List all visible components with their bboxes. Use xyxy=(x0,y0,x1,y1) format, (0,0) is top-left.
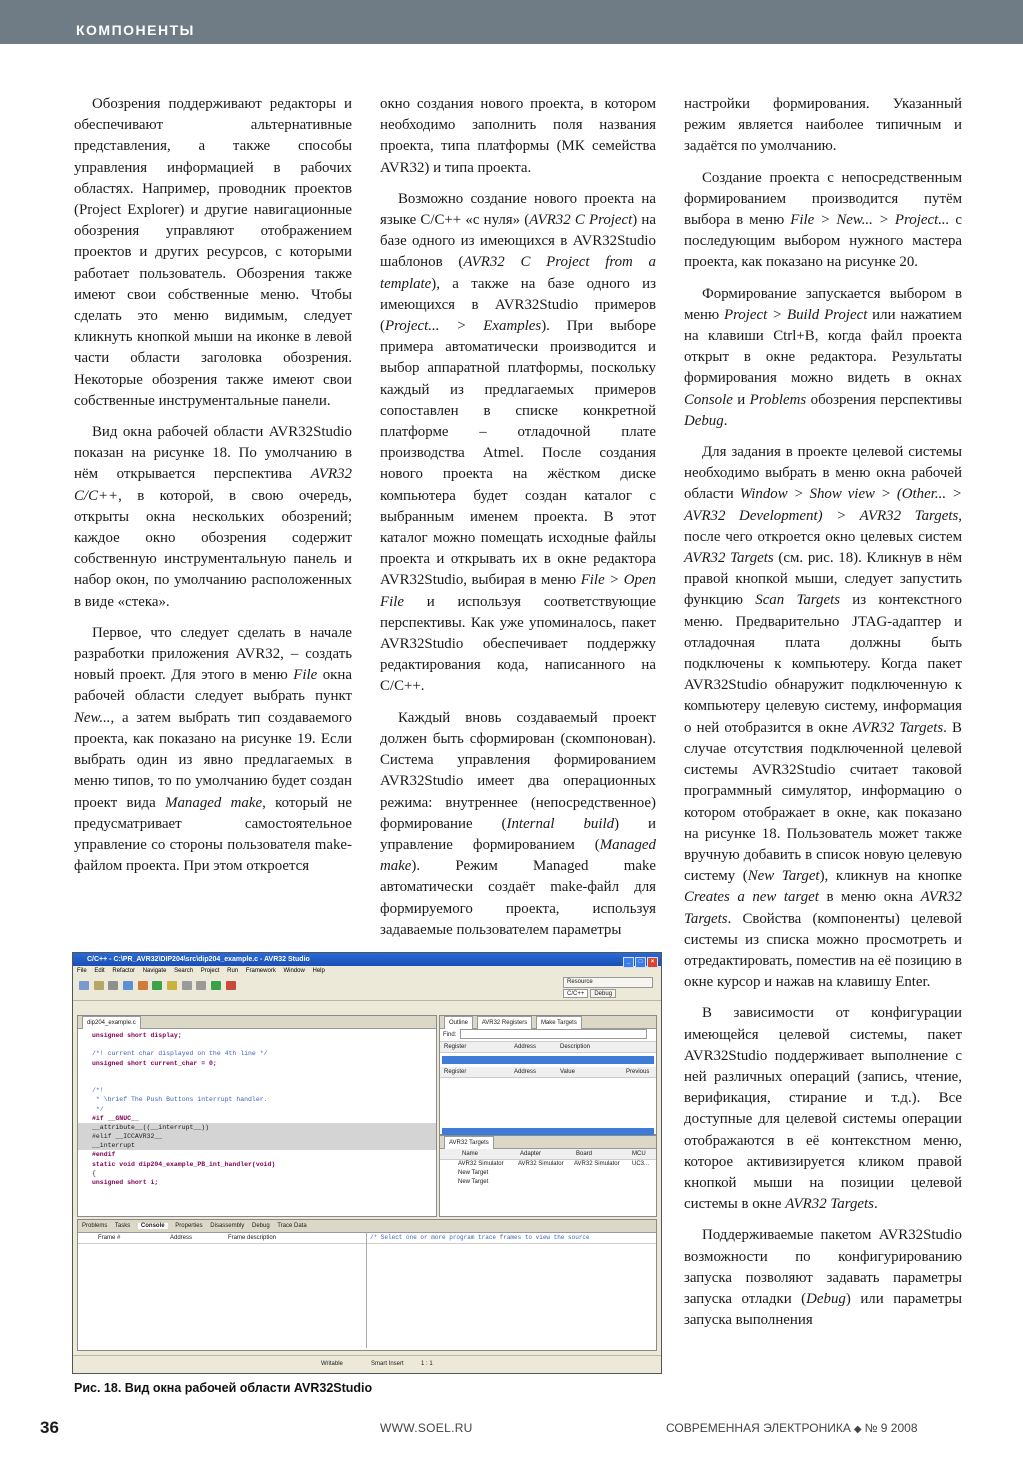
col-header: Address xyxy=(514,1069,537,1075)
paragraph: Поддерживаемые пакетом AVR32Studio возможности по конфигурированию запуска позволяют задавать параметры запуска отладки (Debug) или параметры запуска выполнения xyxy=(684,1227,963,1329)
code-line: { xyxy=(92,1169,96,1177)
col-header: Frame description xyxy=(228,1235,277,1241)
find-input[interactable] xyxy=(460,1029,647,1039)
code-line: __attribute__((__interrupt__)) xyxy=(78,1123,436,1132)
tab-avr32-registers[interactable]: AVR32 Registers xyxy=(477,1016,533,1029)
target-adapter: AVR32 Simulator xyxy=(518,1161,564,1167)
code-line: unsigned short current_char = 0; xyxy=(92,1059,217,1067)
page-number: 36 xyxy=(40,1418,59,1437)
text-column-1 xyxy=(74,94,352,887)
tab-outline[interactable]: Outline xyxy=(444,1016,473,1029)
magazine-name: СОВРЕМЕННАЯ ЭЛЕКТРОНИКА xyxy=(666,1421,851,1435)
pane-divider[interactable] xyxy=(366,1232,367,1348)
footer-magazine xyxy=(666,1421,918,1435)
maximize-icon[interactable]: □ xyxy=(635,957,646,968)
target-mcu: UC3... xyxy=(632,1161,650,1167)
code-line: #endif xyxy=(92,1151,116,1159)
window-titlebar xyxy=(73,953,661,966)
paragraph: Формирование запускается выбором в меню Project > Build Project или нажатием на клавиши Ctrl+B, когда файл проекта открыт в окне редактора. Результаты формирования можно видеть в окнах Console и Problems обозрения перспективы Debug. xyxy=(684,285,962,429)
paragraph: окно создания нового проекта, в котором необходимо заполнить поля названия проекта, типа платформы (МК семейства AVR32) и типа проекта. xyxy=(380,96,656,176)
perspective-debug[interactable]: Debug xyxy=(590,989,616,998)
col-header: MCU xyxy=(632,1151,646,1157)
new-icon[interactable] xyxy=(79,981,89,990)
tab-debug[interactable]: Debug xyxy=(251,1223,270,1229)
code-line xyxy=(78,1068,436,1077)
debug-icon[interactable] xyxy=(138,981,148,990)
target-name: New Target xyxy=(458,1170,489,1176)
nav-forward-icon[interactable] xyxy=(196,981,206,990)
code-area[interactable] xyxy=(78,1029,436,1187)
code-line xyxy=(78,1077,436,1086)
trace-message: /* Select one or more program trace frames to view the source xyxy=(370,1234,590,1241)
window-title: C/C++ - C:\PR_AVR32\DIP204\src\dip204_example.c - AVR32 Studio xyxy=(87,956,310,963)
code-line: unsigned short i; xyxy=(92,1179,159,1186)
tab-problems[interactable]: Problems xyxy=(82,1223,108,1229)
code-line: #if __GNUC__ xyxy=(92,1114,139,1122)
table-row[interactable] xyxy=(440,1169,656,1178)
code-line: * \brief The Push Buttons interrupt handler. xyxy=(92,1096,268,1104)
perspective-cpp[interactable]: C/C++ xyxy=(563,989,588,998)
tab-avr32-targets[interactable]: AVR32 Targets xyxy=(444,1136,494,1149)
targets-panel xyxy=(439,1135,657,1217)
scrollbar[interactable] xyxy=(442,1056,654,1064)
play-icon[interactable] xyxy=(211,981,221,990)
menu-item[interactable]: Help xyxy=(312,968,325,974)
editor-tab[interactable]: dip204_example.c xyxy=(82,1016,141,1029)
target-name: New Target xyxy=(458,1179,489,1185)
col-header: Adapter xyxy=(520,1151,542,1157)
col-header: Register xyxy=(444,1069,467,1075)
menu-item[interactable]: File xyxy=(77,968,87,974)
menu-item[interactable]: Search xyxy=(174,968,194,974)
table-row[interactable] xyxy=(440,1178,656,1187)
section-title: КОМПОНЕНТЫ xyxy=(76,22,195,38)
col-header: Frame # xyxy=(98,1235,121,1241)
registers-panel xyxy=(439,1015,657,1135)
tool-icon[interactable] xyxy=(226,981,236,990)
paragraph: Создание проекта с непосредственным формированием производится путём выбора в меню File > New... > Project... с последующим выбором нужного мастера проекта, как показано на рисунке 20. xyxy=(684,169,962,271)
paragraph: Каждый вновь создаваемый проект должен быть сформирован (скомпонован). Система управления формированием AVR32Studio имеет два операционных режима: внутреннее (непосредственное) формирование (Internal build) и управление формированием (Managed make). Режим Managed make автоматически создаёт make-файл для формируемого проекта, используя задаваемые пользователем параметры xyxy=(380,709,656,938)
code-line: static void dip204_example_PB_int_handler(void) xyxy=(92,1160,276,1168)
run-icon[interactable] xyxy=(152,981,162,990)
col-header: Address xyxy=(514,1044,537,1050)
col-header: Board xyxy=(576,1151,593,1157)
menu-item[interactable]: Navigate xyxy=(142,968,167,974)
status-bar xyxy=(73,1355,661,1372)
col-header: Register xyxy=(444,1044,467,1050)
tab-trace-data[interactable]: Trace Data xyxy=(277,1223,307,1229)
minimize-icon[interactable]: _ xyxy=(623,957,634,968)
search-icon[interactable] xyxy=(167,981,177,990)
find-label: Find: xyxy=(443,1032,457,1038)
figure-screenshot xyxy=(72,952,662,1374)
table-row[interactable] xyxy=(440,1160,656,1169)
col-header: Name xyxy=(462,1151,479,1157)
paragraph: В зависимости от конфигурации имеющейся целевой системы, пакет AVR32Studio поддерживает выполнение с ней различных операций (запись, чтение, верификация, стирание и т.д.). Все доступные для целевой системы операции отображаются в её контекстном меню, которое активизируется кликом правой кнопкой мыши на позиции целевой системы в окне AVR32 Targets. xyxy=(684,1005,962,1213)
paragraph: Вид окна рабочей области AVR32Studio показан на рисунке 18. По умолчанию в нём открывается перспектива AVR32 C/C++, в которой, в свою очередь, открыты окна нескольких обозрений; каждое окно обозрения содержит собственную инструментальную панель и набор окон, по умолчанию расположенных в виде «стека». xyxy=(74,424,352,610)
close-icon[interactable]: × xyxy=(647,957,658,968)
code-line: /*! xyxy=(92,1087,104,1095)
issue-number: № 9 2008 xyxy=(864,1421,918,1435)
status-position: 1 : 1 xyxy=(421,1361,433,1367)
perspective-resource[interactable]: Resource xyxy=(563,977,653,988)
menu-item[interactable]: Refactor xyxy=(112,968,136,974)
nav-back-icon[interactable] xyxy=(182,981,192,990)
save-icon[interactable] xyxy=(94,981,104,990)
code-editor[interactable] xyxy=(77,1015,437,1217)
tab-tasks[interactable]: Tasks xyxy=(114,1223,131,1229)
menu-item[interactable]: Edit xyxy=(94,968,105,974)
perspective-switcher xyxy=(563,977,653,998)
menu-bar xyxy=(73,966,661,976)
code-line: */ xyxy=(92,1105,104,1113)
status-insert-mode: Smart Insert xyxy=(371,1361,404,1367)
code-line: unsigned short display; xyxy=(92,1032,182,1039)
tab-console[interactable]: Console xyxy=(138,1223,168,1229)
tab-make-targets[interactable]: Make Targets xyxy=(536,1016,582,1029)
paragraph: Обозрения поддерживают редакторы и обеспечивают альтернативные представления, а также способы управления информацией в рабочих областях. Например, проводник проектов (Project Explorer) и другие навигационные обозрения управляют отображением проектов и других ресурсов, с которыми работает пользователь. Обозрения также имеют свои собственные меню. Чтобы сделать это меню видимым, следует кликнуть кнопкой мыши на иконке в левой части области заголовка обозрения. Некоторые обозрения также имеют свои собственные инструментальные панели. xyxy=(74,96,352,409)
col-header: Value xyxy=(560,1069,575,1075)
menu-item[interactable]: Framework xyxy=(245,968,276,974)
footer-website: WWW.SOEL.RU xyxy=(380,1421,473,1435)
paragraph: Возможно создание нового проекта на языке C/C++ «с нуля» (AVR32 C Project) на базе одного из имеющихся в AVR32Studio шаблонов (AVR32 C Project from a template), а также на базе одного из имеющихся в AVR32Studio примеров (Project... > Examples). При выборе примера автоматически производится и выбор аппаратной платформы, поскольку каждый из предлагаемых примеров сопоставлен в списке конкретной платформе – отладочной плате производства Atmel. После создания нового проекта на жёстком диске компьютера будет создан каталог с выбранным именем проекта. В этот каталог можно помещать исходные файлы проекта и открывать их в окне редактора AVR32Studio, выбирая в меню File > Open File и используя соответствующие перспективы. Как уже упоминалось, пакет AVR32Studio обеспечивает поддержку редактирования кода, написанного на C/C++. xyxy=(380,190,657,695)
bottom-panel xyxy=(77,1219,657,1351)
print-icon[interactable] xyxy=(108,981,118,990)
diamond-icon: ◆ xyxy=(853,1424,862,1435)
status-writable: Writable xyxy=(321,1361,343,1367)
paragraph: настройки формирования. Указанный режим является наиболее типичным и задаётся по умолчанию. xyxy=(684,96,962,155)
toolbar xyxy=(73,976,661,1001)
paragraph: Для задания в проекте целевой системы необходимо выбрать в меню окна рабочей области Window > Show view > (Other... > AVR32 Development) > AVR32 Targets, после чего откроется окно целевых систем AVR32 Targets (см. рис. 18). Кликнув в нём правой кнопкой мыши, следует запустить функцию Scan Targets из контекстного меню. Предварительно JTAG-адаптер и отладочная плата должны быть подключены к компьютеру. Когда пакет AVR32Studio обнаружит подключенную к компьютеру целевую систему, информация о ней отобразится в окне AVR32 Targets. В случае отсутствия подключенной целевой системы AVR32Studio считает таковой программный симулятор, информацию о котором отображает в окне, как показано на рисунке 18. Пользователь может также вручную добавить в список новую целевую систему (New Target), кликнув на кнопке Creates a new target в меню окна AVR32 Targets. Свойства (компоненты) целевой системы из списка можно просмотреть и отредактировать, поместив на её позицию в окне курсор и нажав на клавишу Enter. xyxy=(684,444,962,991)
menu-item[interactable]: Window xyxy=(283,968,305,974)
target-name: AVR32 Simulator xyxy=(458,1161,504,1167)
tab-properties[interactable]: Properties xyxy=(175,1223,203,1229)
code-line: /*! current char displayed on the 4th line */ xyxy=(92,1050,268,1058)
figure-caption: Рис. 18. Вид окна рабочей области AVR32Studio xyxy=(74,1381,373,1395)
menu-item[interactable]: Project xyxy=(200,968,220,974)
text-column-2 xyxy=(380,94,656,951)
tab-disassembly[interactable]: Disassembly xyxy=(210,1223,245,1229)
paragraph: Первое, что следует сделать в начале разработки приложения AVR32, – создать новый проект. Для этого в меню File окна рабочей области следует выбрать пункт New..., а затем выбрать тип создаваемого проекта, как показано на рисунке 19. Если выбрать один из явно предлагаемых в меню типов, то по умолчанию будет создан проект вида Managed make, который не предусматривает самостоятельное управление со стороны пользователя make-файлом проекта. При этом откроется xyxy=(74,624,352,875)
col-header: Description xyxy=(560,1044,591,1050)
text-column-3 xyxy=(684,94,962,1341)
col-header: Previous xyxy=(626,1069,650,1075)
code-line: __interrupt xyxy=(78,1141,436,1150)
code-line: #elif __ICCAVR32__ xyxy=(78,1132,436,1141)
menu-item[interactable]: Run xyxy=(227,968,239,974)
code-line xyxy=(78,1040,436,1049)
build-icon[interactable] xyxy=(123,981,133,990)
target-board: AVR32 Simulator xyxy=(574,1161,620,1167)
col-header: Address xyxy=(170,1235,193,1241)
